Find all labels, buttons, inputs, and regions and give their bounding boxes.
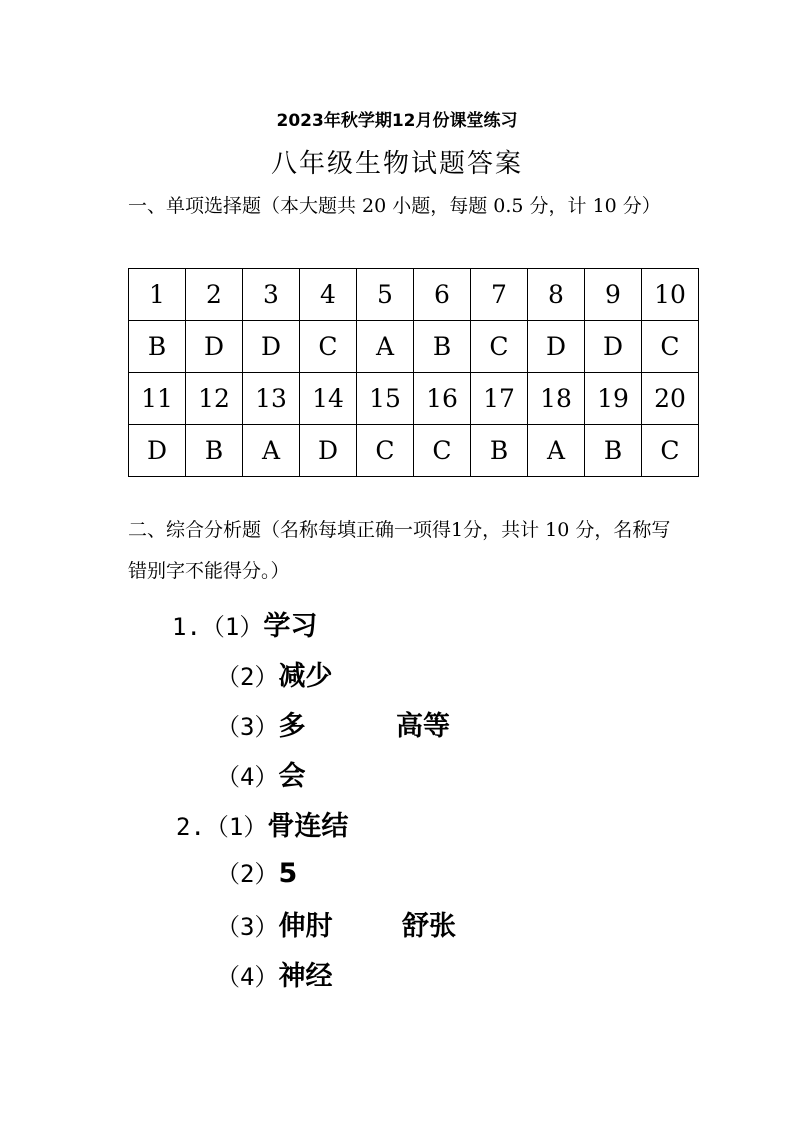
part-label: （1） bbox=[204, 813, 268, 841]
section-two-heading: 二、综合分析题（名称每填正确一项得1分，共计 10 分，名称写错别字不能得分。） bbox=[128, 519, 671, 582]
table-cell: 4 bbox=[300, 269, 357, 321]
table-cell: 7 bbox=[471, 269, 528, 321]
table-cell: 20 bbox=[642, 373, 699, 425]
table-cell: 18 bbox=[528, 373, 585, 425]
table-cell: D bbox=[300, 425, 357, 477]
table-row-answers-1-10 bbox=[129, 321, 699, 373]
table-cell: 2 bbox=[186, 269, 243, 321]
table-row-question-numbers-1-10 bbox=[129, 269, 699, 321]
q2-part1-answer bbox=[176, 804, 348, 843]
table-cell: A bbox=[528, 425, 585, 477]
table-cell: D bbox=[585, 321, 642, 373]
answer-text: 伸肘 bbox=[278, 911, 333, 942]
answer-text: 神经 bbox=[278, 961, 333, 992]
table-row-question-numbers-11-20 bbox=[129, 373, 699, 425]
q1-part2-answer bbox=[216, 654, 332, 693]
table-cell: 1 bbox=[129, 269, 186, 321]
table-cell: 6 bbox=[414, 269, 471, 321]
table-cell: C bbox=[414, 425, 471, 477]
table-cell: C bbox=[357, 425, 414, 477]
multiple-choice-answer-table bbox=[128, 268, 699, 477]
part-label: （3） bbox=[216, 913, 279, 941]
table-cell: 13 bbox=[243, 373, 300, 425]
table-cell: D bbox=[129, 425, 186, 477]
answer-text-second: 舒张 bbox=[402, 911, 456, 942]
part-label: （1） bbox=[200, 613, 264, 641]
answer-text-second: 高等 bbox=[396, 711, 450, 742]
table-cell: D bbox=[528, 321, 585, 373]
table-cell: B bbox=[585, 425, 642, 477]
table-cell: B bbox=[186, 425, 243, 477]
part-label: （4） bbox=[216, 963, 279, 991]
table-cell: C bbox=[642, 321, 699, 373]
part-label: （2） bbox=[216, 860, 279, 888]
exam-title: 2023年秋学期12月份课堂练习 bbox=[276, 111, 518, 131]
table-cell: C bbox=[471, 321, 528, 373]
q1-part1-answer bbox=[172, 604, 317, 643]
table-cell: 8 bbox=[528, 269, 585, 321]
table-cell: 12 bbox=[186, 373, 243, 425]
table-cell: B bbox=[129, 321, 186, 373]
q1-part4-answer bbox=[216, 754, 305, 793]
table-cell: 3 bbox=[243, 269, 300, 321]
table-cell: 10 bbox=[642, 269, 699, 321]
part-label: （4） bbox=[216, 763, 279, 791]
answer-text: 学习 bbox=[263, 611, 318, 642]
table-cell: B bbox=[414, 321, 471, 373]
table-cell: D bbox=[243, 321, 300, 373]
section-one-heading: 一、单项选择题（本大题共 20 小题，每题 0.5 分，计 10 分） bbox=[128, 195, 661, 217]
table-cell: 15 bbox=[357, 373, 414, 425]
table-cell: A bbox=[243, 425, 300, 477]
part-label: （3） bbox=[216, 713, 279, 741]
table-cell: 5 bbox=[357, 269, 414, 321]
table-cell: 19 bbox=[585, 373, 642, 425]
table-cell: 14 bbox=[300, 373, 357, 425]
table-cell: 16 bbox=[414, 373, 471, 425]
table-cell: D bbox=[186, 321, 243, 373]
table-cell: C bbox=[300, 321, 357, 373]
table-cell: A bbox=[357, 321, 414, 373]
q1-part3-answer bbox=[216, 704, 476, 743]
answer-text: 减少 bbox=[278, 661, 333, 692]
answer-text: 骨连结 bbox=[267, 811, 349, 842]
table-row-answers-11-20 bbox=[129, 425, 699, 477]
q2-number: 2. bbox=[176, 813, 205, 841]
q1-number: 1. bbox=[172, 613, 201, 641]
q2-part3-answer bbox=[216, 904, 486, 943]
table-cell: B bbox=[471, 425, 528, 477]
q2-part4-answer bbox=[216, 954, 332, 993]
part-label: （2） bbox=[216, 663, 279, 691]
table-cell: 11 bbox=[129, 373, 186, 425]
answer-text: 会 bbox=[278, 761, 306, 792]
answer-key-title: 八年级生物试题答案 bbox=[270, 149, 523, 179]
answer-text: 多 bbox=[278, 711, 306, 742]
table-cell: 9 bbox=[585, 269, 642, 321]
table-cell: C bbox=[642, 425, 699, 477]
answer-text: 5 bbox=[278, 858, 298, 889]
q2-part2-answer bbox=[216, 854, 297, 889]
table-cell: 17 bbox=[471, 373, 528, 425]
